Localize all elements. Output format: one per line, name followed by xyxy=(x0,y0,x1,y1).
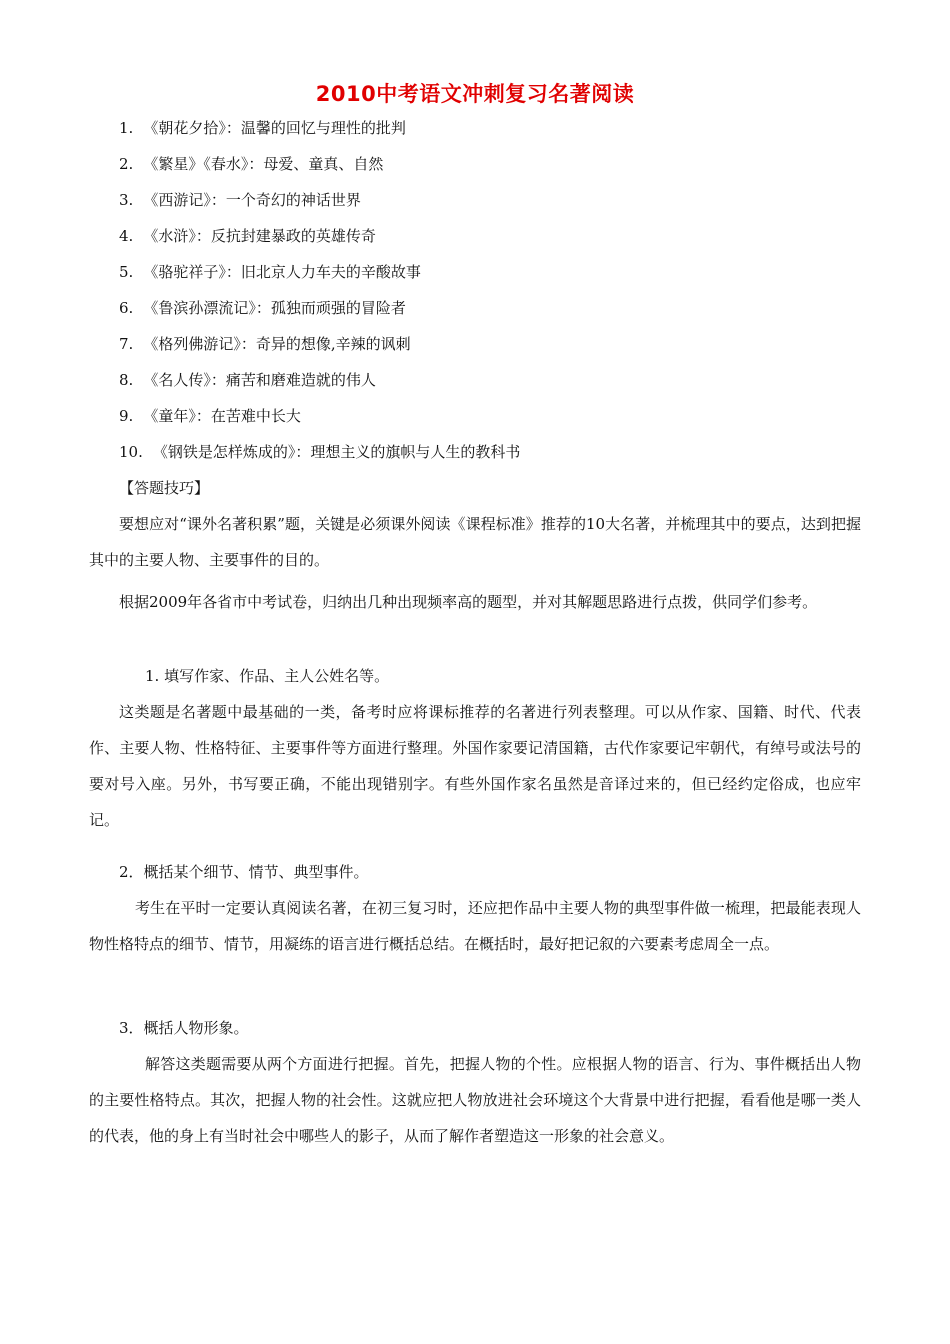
book-list xyxy=(119,117,520,477)
item-number: 1. xyxy=(119,119,134,137)
section-3-body: 解答这类题需要从两个方面进行把握。首先，把握人物的个性。应根据人物的语言、行为、事件概括出人物的主要性格特点。其次，把握人物的社会性。这就应把人物放进社会环境这个大背景中进行把握，看看他是哪一类人的代表，他的身上有当时社会中哪些人的影子，从而了解作者塑造这一形象的社会意义。 xyxy=(89,1055,861,1145)
item-number: 8. xyxy=(119,371,134,389)
list-item xyxy=(119,117,520,153)
list-item xyxy=(119,189,520,225)
item-text: 《钢铁是怎样炼成的》：理想主义的旗帜与人生的教科书 xyxy=(152,443,521,461)
list-item xyxy=(119,225,520,261)
section-1-body: 这类题是名著题中最基础的一类，备考时应将课标推荐的名著进行列表整理。可以从作家、国籍、时代、代表作、主要人物、性格特征、主要事件等方面进行整理。外国作家要记清国籍，古代作家要记牢朝代，有绰号或法号的要对号入座。另外，书写要正确，不能出现错别字。有些外国作家名虽然是音译过来的，但已经约定俗成，也应牢记。 xyxy=(89,703,861,829)
item-text: 《童年》：在苦难中长大 xyxy=(143,407,301,425)
list-item xyxy=(119,441,520,477)
list-item xyxy=(119,405,520,441)
list-item xyxy=(119,153,520,189)
item-text: 《骆驼祥子》：旧北京人力车夫的辛酸故事 xyxy=(143,263,421,281)
item-number: 2. xyxy=(119,155,134,173)
tips-heading: 【答题技巧】 xyxy=(119,479,210,497)
list-item xyxy=(119,333,520,369)
intro-paragraph-2: 根据2009年各省市中考试卷，归纳出几种出现频率高的题型，并对其解题思路进行点拨，供同学们参考。 xyxy=(119,593,818,611)
item-text: 《格列佛游记》：奇异的想像,辛辣的讽刺 xyxy=(143,335,411,353)
list-item xyxy=(119,369,520,405)
item-number: 5. xyxy=(119,263,134,281)
item-number: 7. xyxy=(119,335,134,353)
section-2-heading: 2．概括某个细节、情节、典型事件。 xyxy=(119,863,369,881)
item-text: 《西游记》：一个奇幻的神话世界 xyxy=(143,191,361,209)
item-text: 《鲁滨孙漂流记》：孤独而顽强的冒险者 xyxy=(143,299,406,317)
section-1-heading: 1. 填写作家、作品、主人公姓名等。 xyxy=(145,667,390,685)
item-text: 《名人传》：痛苦和磨难造就的伟人 xyxy=(143,371,376,389)
intro-paragraph-1: 要想应对“课外名著积累”题，关键是必须课外阅读《课程标准》推荐的10大名著，并梳理其中的要点，达到把握其中的主要人物、主要事件的目的。 xyxy=(89,515,861,569)
item-number: 6. xyxy=(119,299,134,317)
item-text: 《水浒》：反抗封建暴政的英雄传奇 xyxy=(143,227,376,245)
item-number: 4. xyxy=(119,227,134,245)
item-number: 3. xyxy=(119,191,134,209)
item-number: 9. xyxy=(119,407,134,425)
section-3-heading: 3．概括人物形象。 xyxy=(119,1019,249,1037)
item-text: 《朝花夕拾》：温馨的回忆与理性的批判 xyxy=(143,119,406,137)
list-item xyxy=(119,297,520,333)
list-item xyxy=(119,261,520,297)
item-number: 10. xyxy=(119,443,143,461)
section-2-body: 考生在平时一定要认真阅读名著，在初三复习时，还应把作品中主要人物的典型事件做一梳理，把最能表现人物性格特点的细节、情节，用凝练的语言进行概括总结。在概括时，最好把记叙的六要素考虑周全一点。 xyxy=(89,899,861,953)
item-text: 《繁星》《春水》：母爱、童真、自然 xyxy=(143,155,384,173)
document-title: 2010中考语文冲刺复习名著阅读 xyxy=(315,82,635,106)
